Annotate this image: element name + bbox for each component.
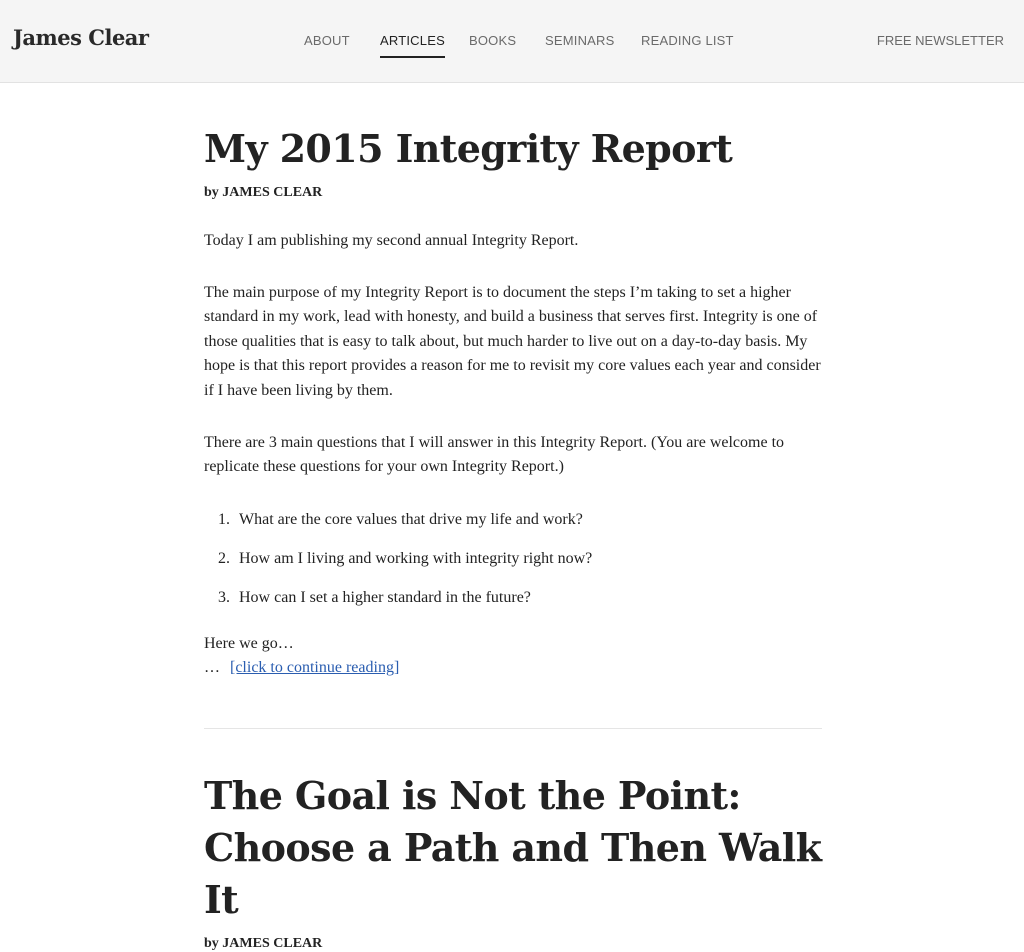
- nav-articles[interactable]: ARTICLES: [380, 33, 445, 48]
- byline-prefix: by: [204, 185, 219, 200]
- post-divider: [204, 728, 822, 729]
- question-number: 1.: [218, 510, 230, 528]
- question-number: 3.: [218, 588, 230, 606]
- post-paragraph: There are 3 main questions that I will answer in this Integrity Report. (You are welcome to replicate these questions for your own Integrity Report.): [204, 433, 785, 476]
- question-list: [204, 508, 822, 610]
- site-logo[interactable]: James Clear: [13, 25, 149, 50]
- nav-free-newsletter[interactable]: FREE NEWSLETTER: [876, 33, 1004, 48]
- post-goal-not-point: [204, 770, 822, 952]
- post-integrity-report: [204, 123, 822, 680]
- question-number: 2.: [218, 549, 230, 567]
- article-list: [204, 123, 822, 952]
- byline-author: JAMES CLEAR: [222, 936, 323, 952]
- byline-prefix: by: [204, 936, 219, 952]
- post-closing: Here we go…: [204, 634, 294, 652]
- main-nav: [0, 33, 1024, 63]
- question-text: How am I living and working with integrity right now?: [239, 549, 593, 567]
- continue-reading-link[interactable]: [click to continue reading]: [230, 659, 400, 677]
- nav-about[interactable]: ABOUT: [304, 33, 350, 48]
- continue-line: [204, 656, 822, 680]
- nav-books[interactable]: BOOKS: [469, 33, 517, 48]
- post-paragraph: Today I am publishing my second annual Integrity Report.: [204, 232, 579, 249]
- question-text: What are the core values that drive my life and work?: [239, 510, 583, 528]
- question-item: [204, 586, 822, 610]
- post-title[interactable]: My 2015 Integrity Report: [204, 126, 733, 171]
- question-text: How can I set a higher standard in the future?: [239, 588, 531, 606]
- post-title[interactable]: The Goal is Not the Point: Choose a Path and Then Walk It: [204, 773, 822, 923]
- question-item: [204, 547, 822, 571]
- post-byline: [204, 936, 822, 952]
- post-byline: [204, 185, 822, 201]
- nav-reading-list[interactable]: READING LIST: [641, 33, 734, 48]
- question-item: [204, 508, 822, 532]
- nav-seminars[interactable]: SEMINARS: [545, 33, 615, 48]
- site-header: [0, 0, 1024, 83]
- byline-author: JAMES CLEAR: [222, 185, 323, 200]
- post-paragraph: The main purpose of my Integrity Report is to document the steps I’m taking to set a higher standard in my work, lead with honesty, and build a business that serves first. Integrity is one of those qualities that is easy to talk about, but much harder to live out on a day-to-day basis. My hope is that this report provides a reason for me to revisit my core values each year and consider if I have been living by them.: [204, 283, 821, 399]
- ellipsis: …: [204, 659, 220, 677]
